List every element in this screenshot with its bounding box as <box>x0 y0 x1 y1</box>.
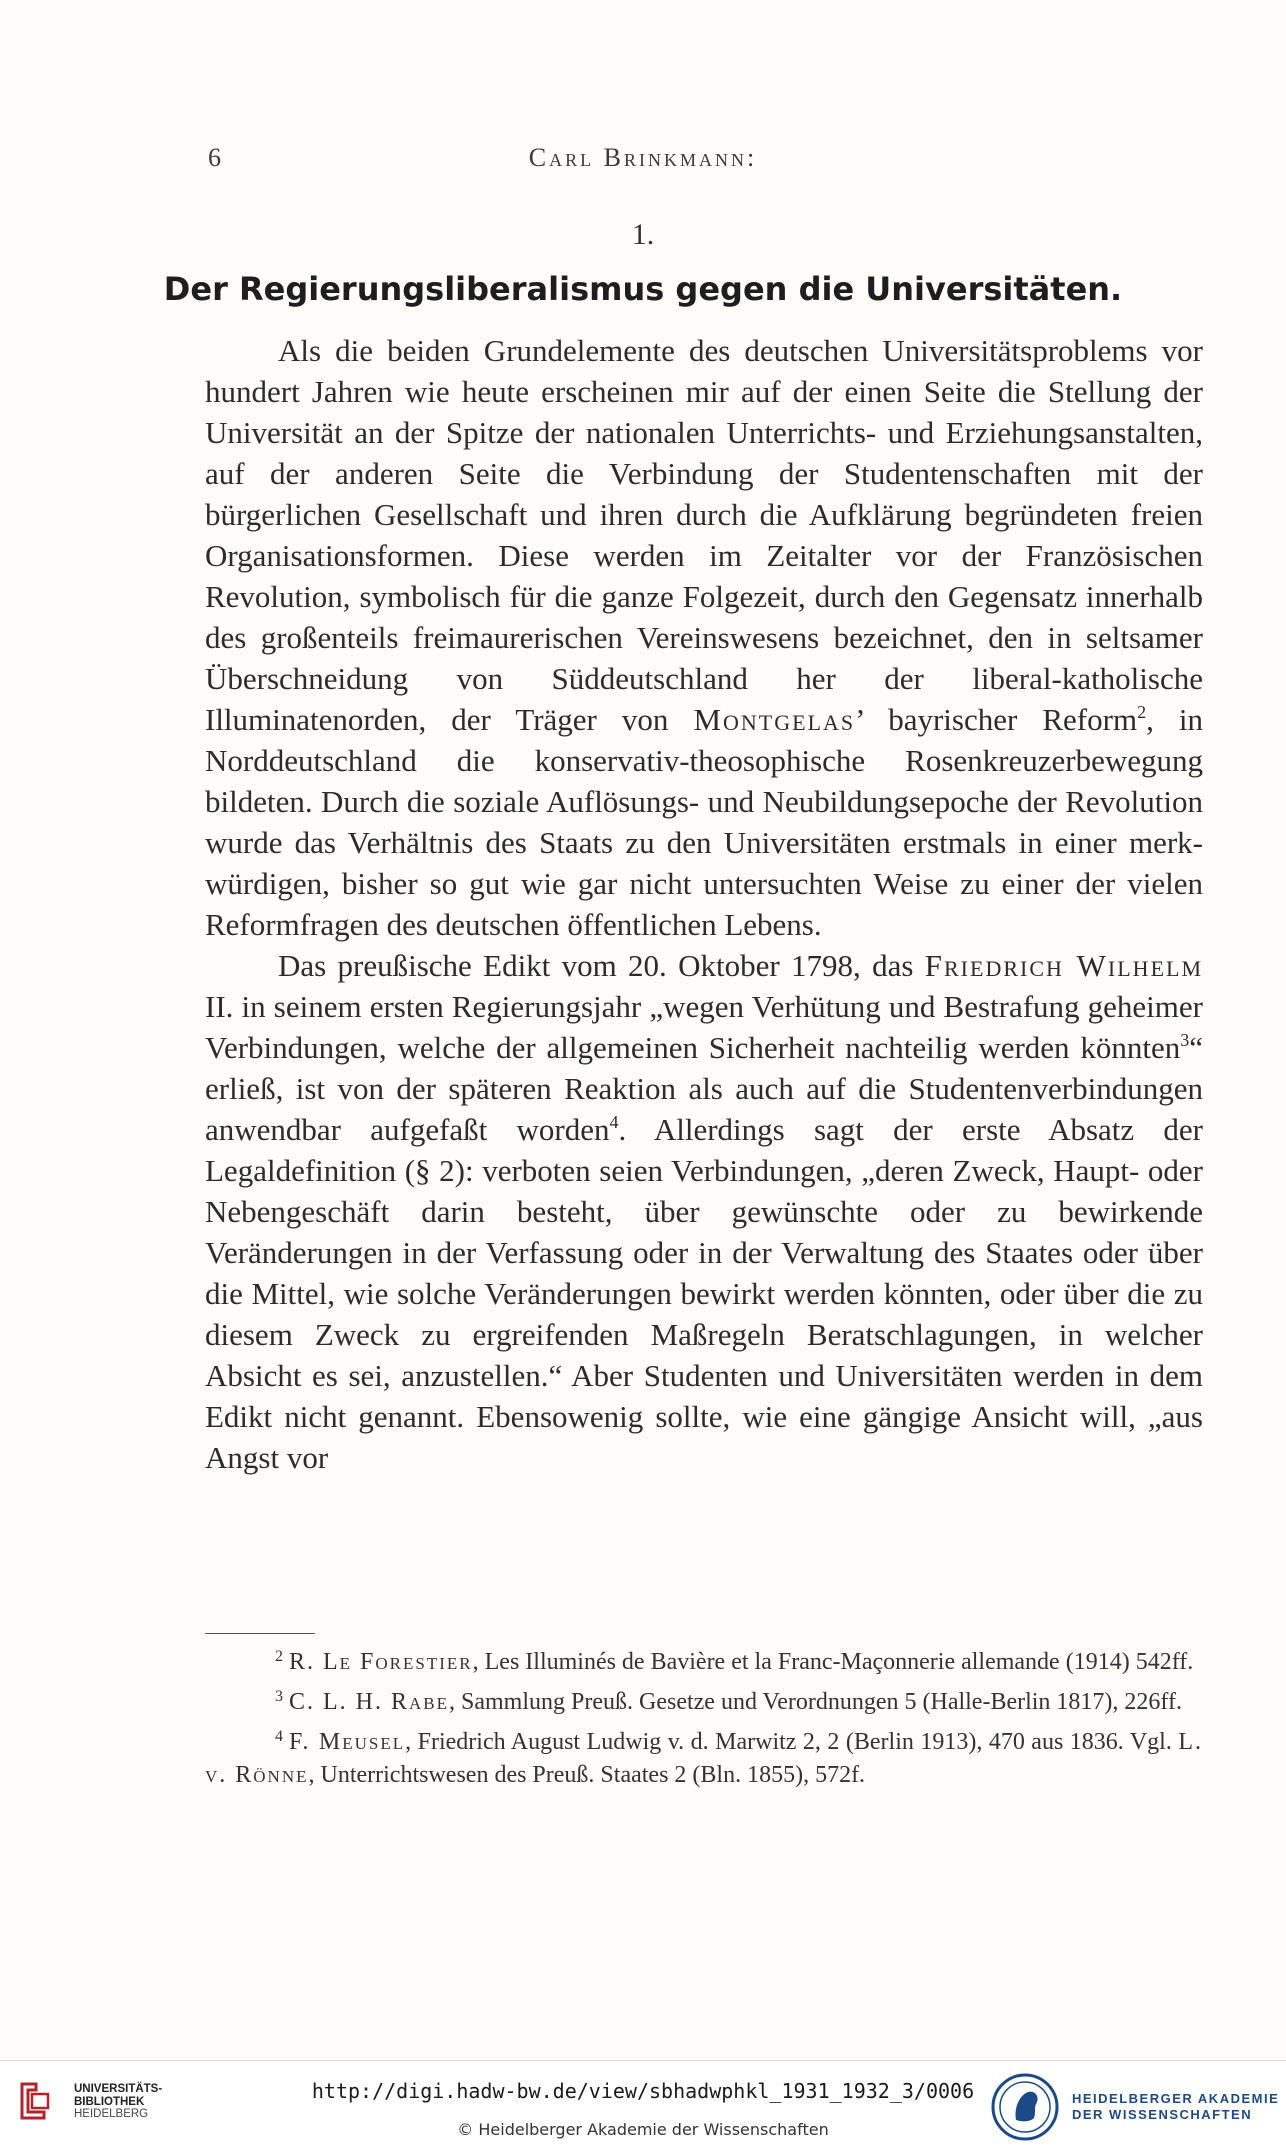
text-run: ’ bayrischer Reform <box>855 702 1138 737</box>
footnote-3 <box>205 1680 1203 1719</box>
academy-line-1: HEIDELBERGER AKADEMIE <box>1072 2091 1280 2106</box>
page-header <box>0 143 1286 179</box>
copyright-notice: © Heidelberger Akademie der Wissenschaften <box>457 2120 829 2139</box>
footnote-2 <box>205 1640 1203 1679</box>
footnote-author: L. v. Rönne <box>205 1729 1203 1788</box>
footnote-mark: 2 <box>275 1648 283 1665</box>
permalink-url[interactable]: http://digi.hadw-bw.de/view/sbhadwphkl_1931_1932_3/0006 <box>311 2079 975 2103</box>
library-line-1: UNIVERSITÄTS- <box>74 2083 163 2095</box>
library-line-2: BIBLIOTHEK <box>74 2095 145 2108</box>
text-run: “ erließ, ist von der späteren Reaktion als auch auf die Studentenverbindungen anwendbar aufgefaßt worden <box>205 1030 1203 1147</box>
academy-line-2: DER WISSENSCHAFTEN <box>1072 2107 1253 2122</box>
footnote-ref: 4 <box>609 1112 619 1132</box>
footnote-ref: 3 <box>1180 1030 1190 1050</box>
library-line-3: HEIDELBERG <box>74 2108 149 2120</box>
section-number: 1. <box>631 218 655 251</box>
footnote-mark: 3 <box>275 1688 283 1705</box>
footnote-text: , Les Illuminés de Bavière et la Franc-Maçonnerie allemande (1914) 542ff. <box>472 1649 1194 1675</box>
footnote-4 <box>205 1720 1203 1792</box>
footnote-author: C. L. H. Rabe <box>289 1689 450 1715</box>
academy-name[interactable] <box>1072 2091 1279 2123</box>
text-run: , in Norddeutschland die konservativ-theosophische Rosenkreuzerbewegung bildeten. Durch die soziale Auflösungs- und Neubildungsepoche der Revolution wurde das Verhältnis des Staats zu den Universitäten erstmals in einer merkwürdigen, bisher so gut wie gar nicht untersuchten Weise zu einer der vielen Reformfragen des deutschen öffentlichen Lebens. <box>205 702 1203 942</box>
paragraph-2 <box>205 945 1203 1478</box>
text-run: Als die beiden Grundelemente des deutschen Universitätsproblems vor hundert Jahren wie heute erscheinen mir auf der einen Seite die Stellung der Universität an der Spitze der nationalen Unterrichts- und Erziehungsanstalten, auf der anderen Seite die Verbindung der Studentenschaften mit der bürgerlichen Gesellschaft und ihren durch die Aufklärung begründeten freien Organisationsformen. Diese werden im Zeitalter vor der Französischen Revolution, symbolisch für die ganze Folgezeit, durch den Gegensatz innerhalb des großenteils freimaurerischen Vereinswesens bezeichnet, den in seltsamer Überschneidung von Süddeutschland her der liberal-katholische Illuminatenorden, der Träger von <box>205 333 1203 737</box>
author-name: Friedrich Wilhelm <box>924 948 1204 983</box>
footnote-text: , Unterrichtswesen des Preuß. Staates 2 (Bln. 1855), 572f. <box>308 1762 866 1788</box>
footnote-text: , Sammlung Preuß. Gesetze und Verordnungen 5 (Halle-Berlin 1817), 226ff. <box>449 1689 1182 1715</box>
paragraph-1 <box>205 330 1203 945</box>
body-text <box>205 330 1203 1478</box>
running-head: Carl Brinkmann: <box>528 143 758 172</box>
page-number: 6 <box>208 143 221 172</box>
section-title: Der Regierungsliberalismus gegen die Universitäten. <box>163 270 1123 308</box>
author-name: Montgelas <box>693 702 856 737</box>
text-run: Das preußische Edikt vom 20. Oktober 1798, das <box>278 948 925 983</box>
text-run: . Allerdings sagt der erste Absatz der Legaldefinition (§ 2): verboten seien Verbindungen, „deren Zweck, Haupt- oder Nebengeschäft darin besteht, über gewünschte oder zu bewirkende Veränderungen in der Verfassung oder in der Verwaltung des Staates oder über die Mittel, wie solche Veränderungen bewirkt werden könnten, oder über die zu diesem Zweck zu ergreifenden Maßregeln Beratschlagungen, in welcher Absicht es sei, anzustellen.“ Aber Studenten und Universitäten werden in dem Edikt nicht genannt. Ebensowenig sollte, wie eine gängige Ansicht will, „aus Angst vor <box>205 1112 1204 1475</box>
footnote-mark: 4 <box>275 1728 283 1745</box>
academy-seal-icon[interactable] <box>990 2072 1060 2142</box>
text-run: II. in seinem ersten Regierungsjahr „wegen Verhütung und Bestrafung geheimer Verbindungen, welche der allgemeinen Sicherheit nachteilig werden könnten <box>205 989 1203 1065</box>
footnote-text: , Friedrich August Ludwig v. d. Marwitz 2, 2 (Berlin 1913), 470 aus 1836. Vgl. <box>405 1729 1179 1755</box>
footnotes <box>205 1640 1203 1793</box>
footnote-divider <box>205 1633 315 1634</box>
footnote-author: R. Le Forestier <box>289 1649 473 1675</box>
footnote-author: F. Meusel <box>289 1729 406 1755</box>
footnote-ref: 2 <box>1137 702 1147 722</box>
